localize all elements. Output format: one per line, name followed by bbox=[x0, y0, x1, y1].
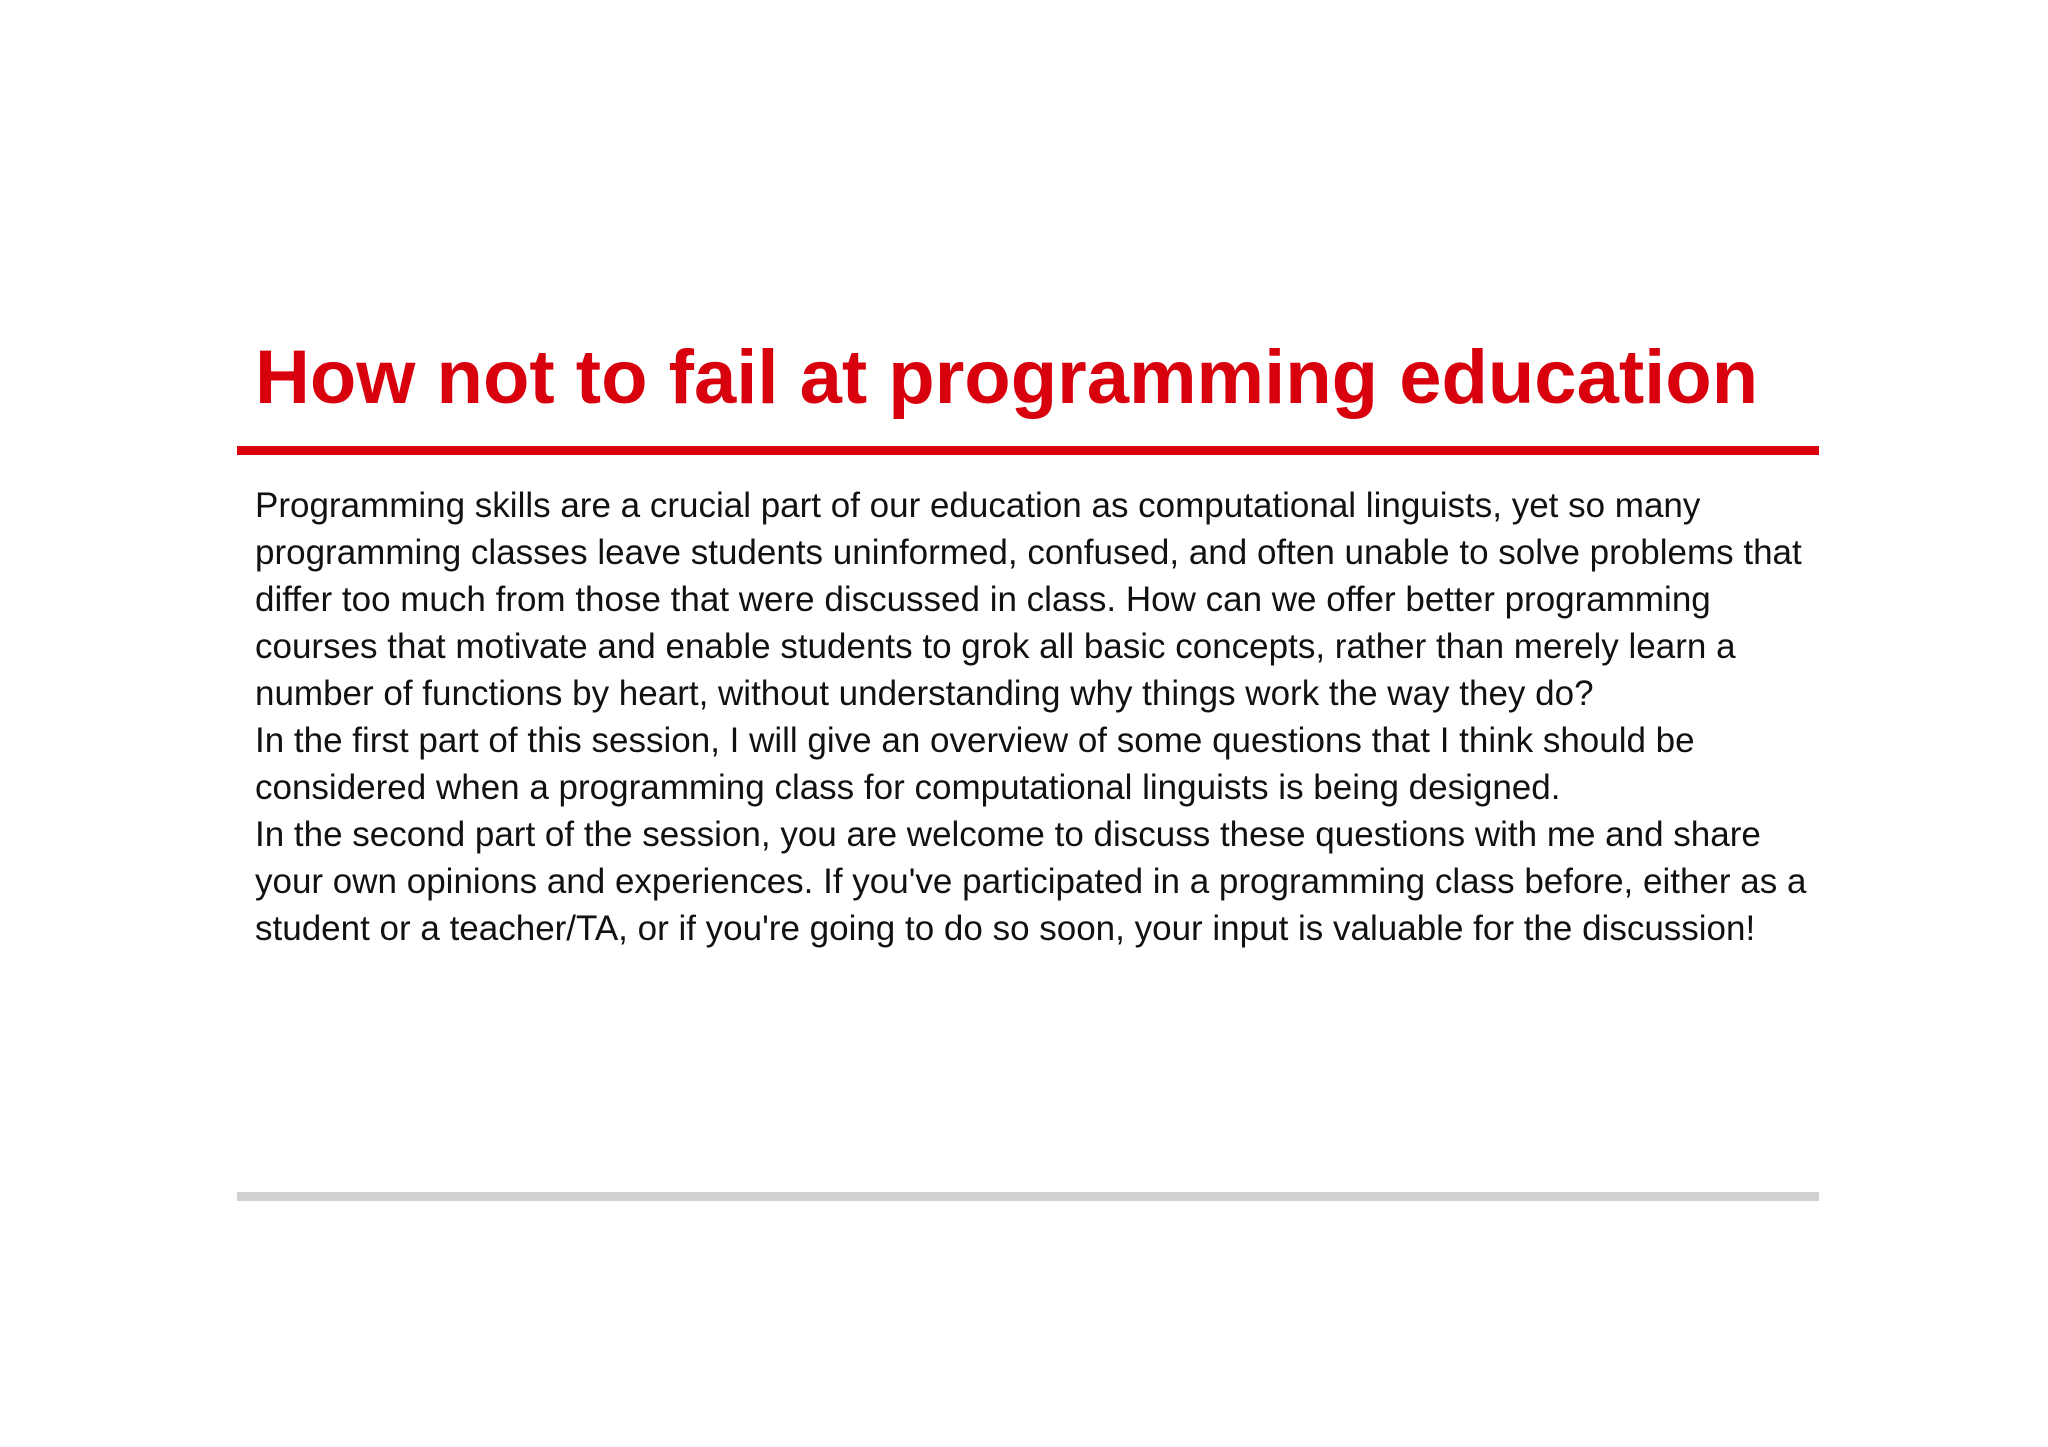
slide-body bbox=[255, 482, 1815, 952]
slide-title: How not to fail at programming education bbox=[255, 335, 1759, 420]
paragraph-second-part: In the second part of the session, you are welcome to discuss these questions with me and share your own opinions and experiences. If you've participated in a programming class before, either as a student or a teacher/TA, or if you're going to do so soon, your input is valuable for the discussion! bbox=[255, 815, 1807, 948]
paragraph-intro: Programming skills are a crucial part of our education as computational linguists, yet so many programming classes leave students uninformed, confused, and often unable to solve problems that differ too much from those that were discussed in class. How can we offer better programming courses that motivate and enable students to grok all basic concepts, rather than merely learn a number of functions by heart, without understanding why things work the way they do? bbox=[255, 486, 1802, 713]
bottom-divider bbox=[237, 1192, 1819, 1201]
paragraph-first-part: In the first part of this session, I will give an overview of some questions that I think should be considered when a programming class for computational linguists is being designed. bbox=[255, 721, 1695, 807]
title-divider bbox=[237, 446, 1819, 455]
